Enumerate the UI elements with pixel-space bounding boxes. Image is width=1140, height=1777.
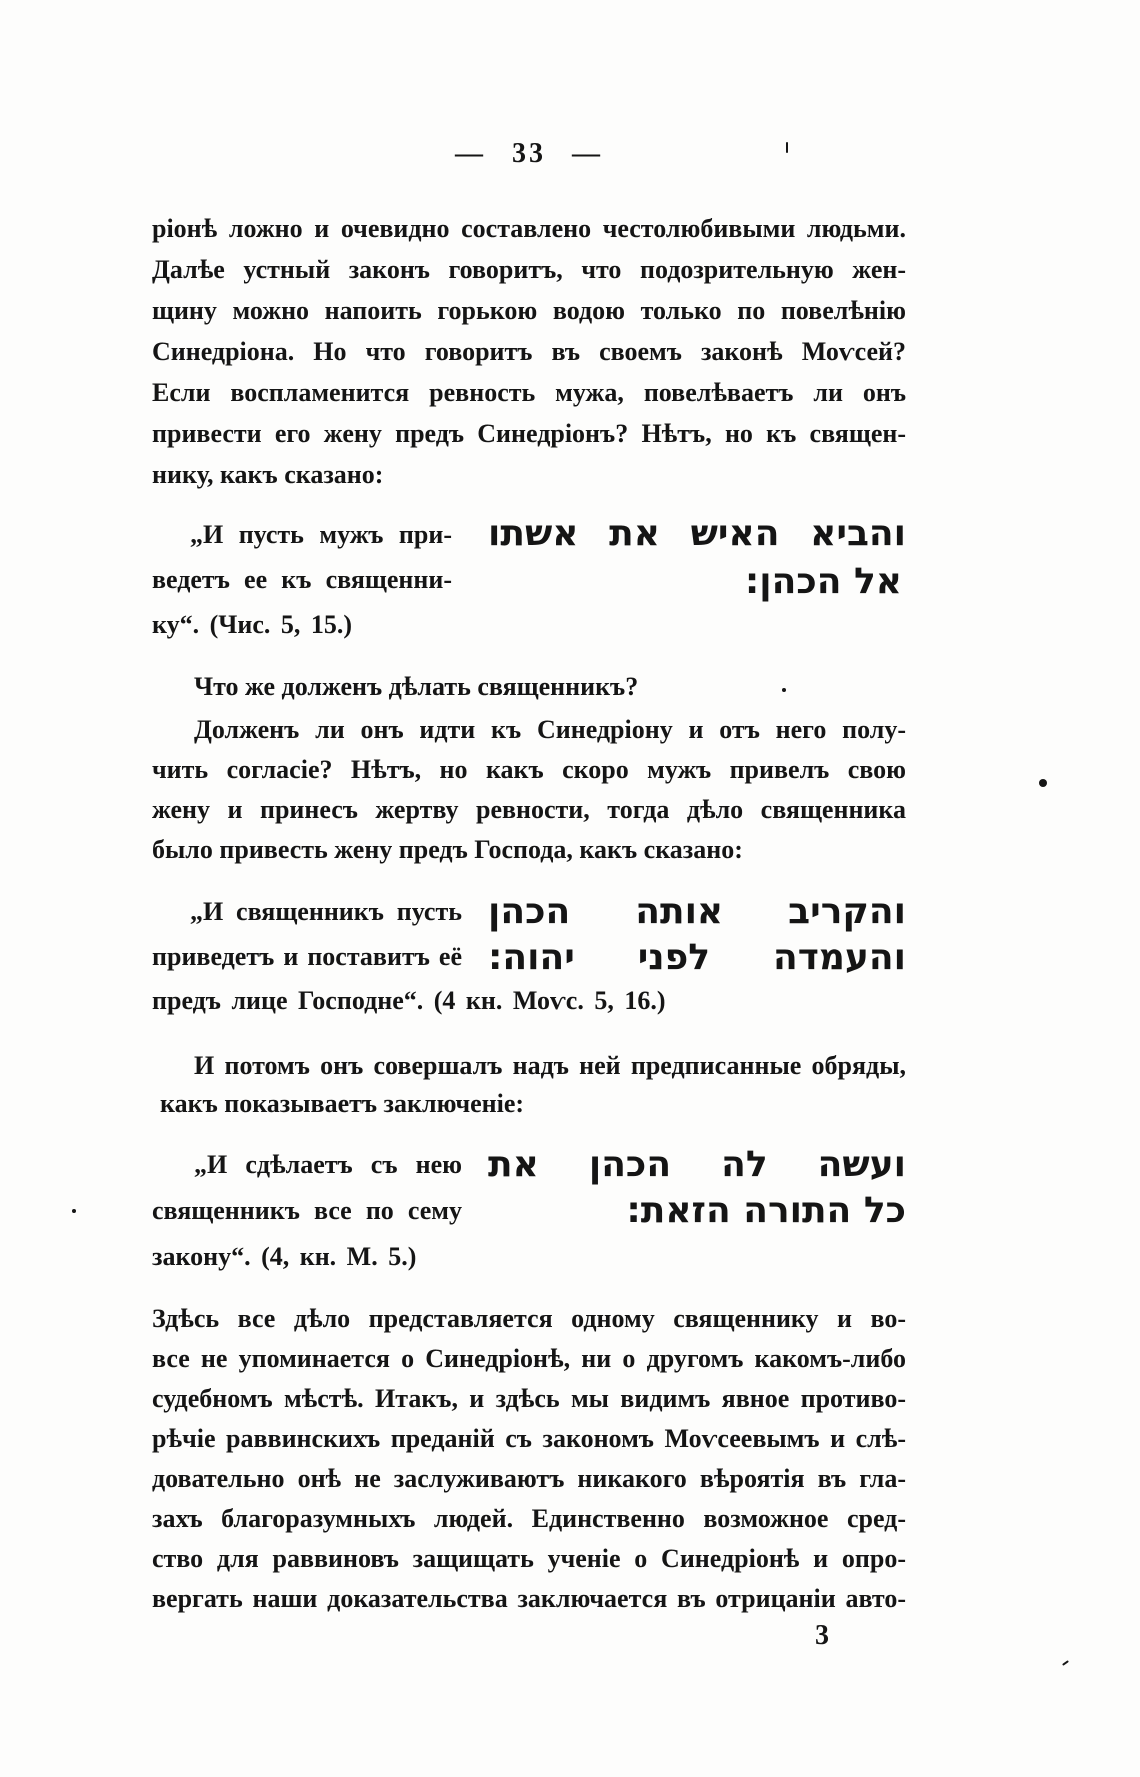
citation: предъ лице Господне“. (4 кн. Моѵс. 5, 16.) [152, 986, 666, 1015]
russian-translation [152, 890, 666, 1024]
russian-translation [152, 1142, 462, 1280]
text-line: И потомъ онъ совершалъ надъ ней предписанные обряды, [194, 1051, 906, 1080]
hebrew-text [488, 1142, 906, 1234]
hebrew-text [488, 510, 906, 606]
hebrew-line: כל התורה הזאת: [626, 1190, 906, 1231]
text-line: было привесть жену предъ Господа, какъ сказано: [152, 835, 743, 864]
quote-line: приведетъ и поставитъ её [152, 941, 462, 971]
hebrew-line: ועשה לה הכהן את [488, 1144, 906, 1185]
text-line: захъ благоразумныхъ людей. Единственно возможное сред- [152, 1504, 906, 1533]
hebrew-line: והביא האיש את אשתו [488, 513, 906, 554]
text-line: рѣчіе раввинскихъ преданій съ закономъ Моѵсеевымъ и слѣ- [152, 1424, 906, 1453]
scan-speck [1062, 1660, 1069, 1666]
paragraph [152, 1299, 906, 1619]
signature-mark: 3 [815, 1620, 829, 1651]
text-line: судебномъ мѣстѣ. Итакъ, и здѣсь мы видимъ явное противо- [152, 1384, 906, 1413]
quote-line: ведетъ ее къ священни- [152, 565, 452, 594]
scan-speck [786, 142, 788, 153]
text-line: Синедріона. Но что говоритъ въ своемъ законѣ Моѵсей? [152, 337, 906, 366]
hebrew-text [488, 889, 906, 981]
text-line: щину можно напоить горькою водою только по повелѣнію [152, 296, 906, 325]
text-line: привести его жену предъ Синедріонъ? Нѣтъ, но къ священ- [152, 419, 906, 448]
text-line: довательно онѣ не заслуживаютъ никакого вѣроятія въ гла- [152, 1464, 906, 1493]
hebrew-line: והעמדה לפני יהוה: [488, 937, 906, 978]
scan-speck [782, 688, 786, 692]
text-line: Долженъ ли онъ идти къ Синедріону и отъ него полу- [194, 715, 906, 744]
text-line: Здѣсь все дѣло представляется одному священнику и во- [152, 1304, 906, 1333]
text-line: какъ показываетъ заключеніе: [160, 1089, 525, 1118]
text-line: все не упоминается о Синедріонѣ, ни о другомъ какомъ-либо [152, 1344, 906, 1373]
paragraph [152, 710, 906, 870]
scan-speck [72, 1209, 76, 1213]
text-line: Далѣе устный законъ говоритъ, что подозрительную жен- [152, 255, 906, 284]
paragraph [152, 1047, 906, 1123]
hebrew-line: והקריב אותה הכהן [488, 891, 906, 932]
text-line: Что же долженъ дѣлать священникъ? [194, 672, 639, 701]
russian-translation [152, 512, 452, 647]
quote-line: „И священникъ пусть [190, 897, 462, 926]
quote-line: „И пусть мужъ при- [190, 520, 452, 549]
text-line: Если воспламенится ревность мужа, повелѣваетъ ли онъ [152, 378, 906, 407]
paragraph [152, 667, 906, 707]
paragraph [152, 208, 906, 495]
page-number: — 33 — [455, 138, 603, 169]
citation: закону“. (4, кн. М. 5.) [152, 1242, 417, 1271]
text-line: нику, какъ сказано: [152, 460, 384, 489]
text-line: ріонѣ ложно и очевидно составлено честолюбивыми людьми. [152, 214, 906, 243]
text-line: ство для раввиновъ защищать ученіе о Синедріонѣ и опро- [152, 1544, 906, 1573]
quote-line: священникъ все по сему [152, 1196, 462, 1225]
text-line: жену и принесъ жертву ревности, тогда дѣло священника [152, 795, 906, 824]
citation: ку“. (Чис. 5, 15.) [152, 610, 353, 639]
text-line: вергать наши доказательства заключается въ отрицаніи авто- [152, 1584, 906, 1613]
scan-speck [1039, 779, 1047, 787]
hebrew-line: אל הכהן: [744, 561, 902, 602]
text-line: чить согласіе? Нѣтъ, но какъ скоро мужъ привелъ свою [152, 755, 906, 784]
quote-line: „И сдѣлаетъ съ нею [194, 1150, 462, 1179]
